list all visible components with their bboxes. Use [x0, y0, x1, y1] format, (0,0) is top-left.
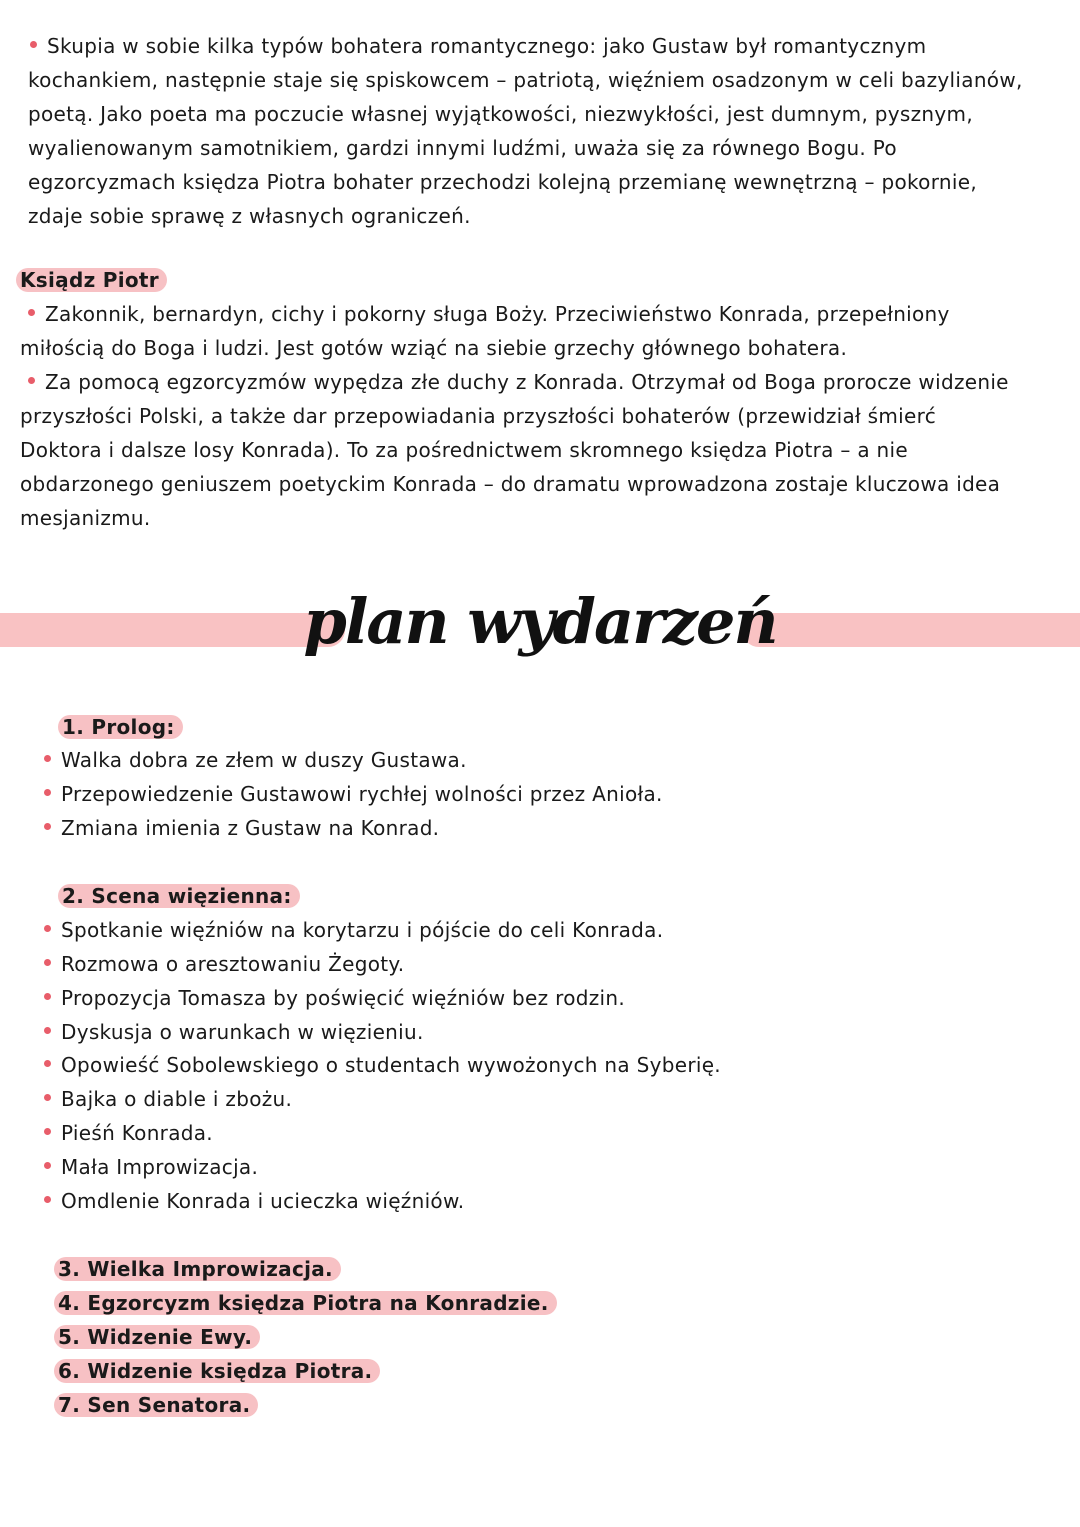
plan-heading: 1. Prolog: — [58, 715, 183, 739]
bullet-icon — [44, 789, 51, 796]
paragraph-line: kochankiem, następnie staje się spiskowcem – patriotą, więźniem osadzonym w celi bazylianów, — [28, 68, 1023, 92]
section-title: plan wydarzeń — [303, 585, 777, 658]
list-item — [44, 1050, 721, 1080]
bullet-icon — [44, 823, 51, 830]
line-text: Zakonnik, bernardyn, cichy i pokorny sługa Boży. Przeciwieństwo Konrada, przepełniony — [45, 302, 950, 326]
list-item — [44, 1118, 213, 1148]
line-text: Skupia w sobie kilka typów bohatera romantycznego: jako Gustaw był romantycznym — [47, 34, 927, 58]
paragraph-line — [28, 367, 1009, 397]
item-text: Rozmowa o aresztowaniu Żegoty. — [61, 952, 405, 976]
plan-heading: 6. Widzenie księdza Piotra. — [54, 1359, 380, 1383]
list-item — [44, 1084, 292, 1114]
item-text: Propozycja Tomasza by poświęcić więźniów bez rodzin. — [61, 986, 626, 1010]
paragraph-line — [28, 299, 950, 329]
item-text: Walka dobra ze złem w duszy Gustawa. — [61, 748, 467, 772]
item-text: Pieśń Konrada. — [61, 1121, 213, 1145]
item-text: Opowieść Sobolewskiego o studentach wywożonych na Syberię. — [61, 1053, 721, 1077]
list-item — [44, 983, 625, 1013]
list-item — [44, 1017, 424, 1047]
bullet-icon — [44, 1027, 51, 1034]
plan-heading: 3. Wielka Improwizacja. — [54, 1257, 341, 1281]
paragraph-line: zdaje sobie sprawę z własnych ograniczeń. — [28, 204, 471, 228]
paragraph-line: przyszłości Polski, a także dar przepowiadania przyszłości bohaterów (przewidział śmierć — [20, 404, 937, 428]
list-item — [44, 915, 663, 945]
list-item — [44, 949, 404, 979]
paragraph-line: miłością do Boga i ludzi. Jest gotów wziąć na siebie grzechy głównego bohatera. — [20, 336, 848, 360]
item-text: Spotkanie więźniów na korytarzu i pójście do celi Konrada. — [61, 918, 664, 942]
bullet-icon — [44, 1128, 51, 1135]
list-item — [44, 813, 439, 843]
bullet-icon — [44, 755, 51, 762]
section-heading: Ksiądz Piotr — [16, 268, 167, 292]
bullet-icon — [28, 309, 35, 316]
plan-heading: 7. Sen Senatora. — [54, 1393, 258, 1417]
item-text: Mała Improwizacja. — [61, 1155, 259, 1179]
item-text: Zmiana imienia z Gustaw na Konrad. — [61, 816, 440, 840]
paragraph-line: poetą. Jako poeta ma poczucie własnej wyjątkowości, niezwykłości, jest dumnym, pysznym, — [28, 102, 973, 126]
paragraph-line: mesjanizmu. — [20, 506, 151, 530]
bullet-icon — [44, 1060, 51, 1067]
plan-heading: 4. Egzorcyzm księdza Piotra na Konradzie. — [54, 1291, 557, 1315]
bullet-icon — [44, 1094, 51, 1101]
list-item — [44, 779, 663, 809]
item-text: Bajka o diable i zbożu. — [61, 1087, 293, 1111]
paragraph-line — [30, 31, 926, 61]
item-text: Omdlenie Konrada i ucieczka więźniów. — [61, 1189, 465, 1213]
bullet-icon — [44, 925, 51, 932]
item-text: Przepowiedzenie Gustawowi rychłej wolności przez Anioła. — [61, 782, 663, 806]
bullet-icon — [44, 1196, 51, 1203]
paragraph-line: obdarzonego geniuszem poetyckim Konrada – do dramatu wprowadzona zostaje kluczowa idea — [20, 472, 1001, 496]
list-item — [44, 1186, 464, 1216]
paragraph-line: Doktora i dalsze losy Konrada). To za pośrednictwem skromnego księdza Piotra – a nie — [20, 438, 908, 462]
paragraph-line: egzorcyzmach księdza Piotra bohater przechodzi kolejną przemianę wewnętrzną – pokornie, — [28, 170, 977, 194]
item-text: Dyskusja o warunkach w więzieniu. — [61, 1020, 424, 1044]
bullet-icon — [44, 959, 51, 966]
paragraph-line: wyalienowanym samotnikiem, gardzi innymi ludźmi, uważa się za równego Bogu. Po — [28, 136, 897, 160]
bullet-icon — [30, 41, 37, 48]
bullet-icon — [44, 993, 51, 1000]
line-text: Za pomocą egzorcyzmów wypędza złe duchy z Konrada. Otrzymał od Boga prorocze widzenie — [45, 370, 1009, 394]
plan-heading: 2. Scena więzienna: — [58, 884, 300, 908]
plan-heading: 5. Widzenie Ewy. — [54, 1325, 260, 1349]
bullet-icon — [44, 1162, 51, 1169]
list-item — [44, 745, 467, 775]
list-item — [44, 1152, 258, 1182]
bullet-icon — [28, 377, 35, 384]
